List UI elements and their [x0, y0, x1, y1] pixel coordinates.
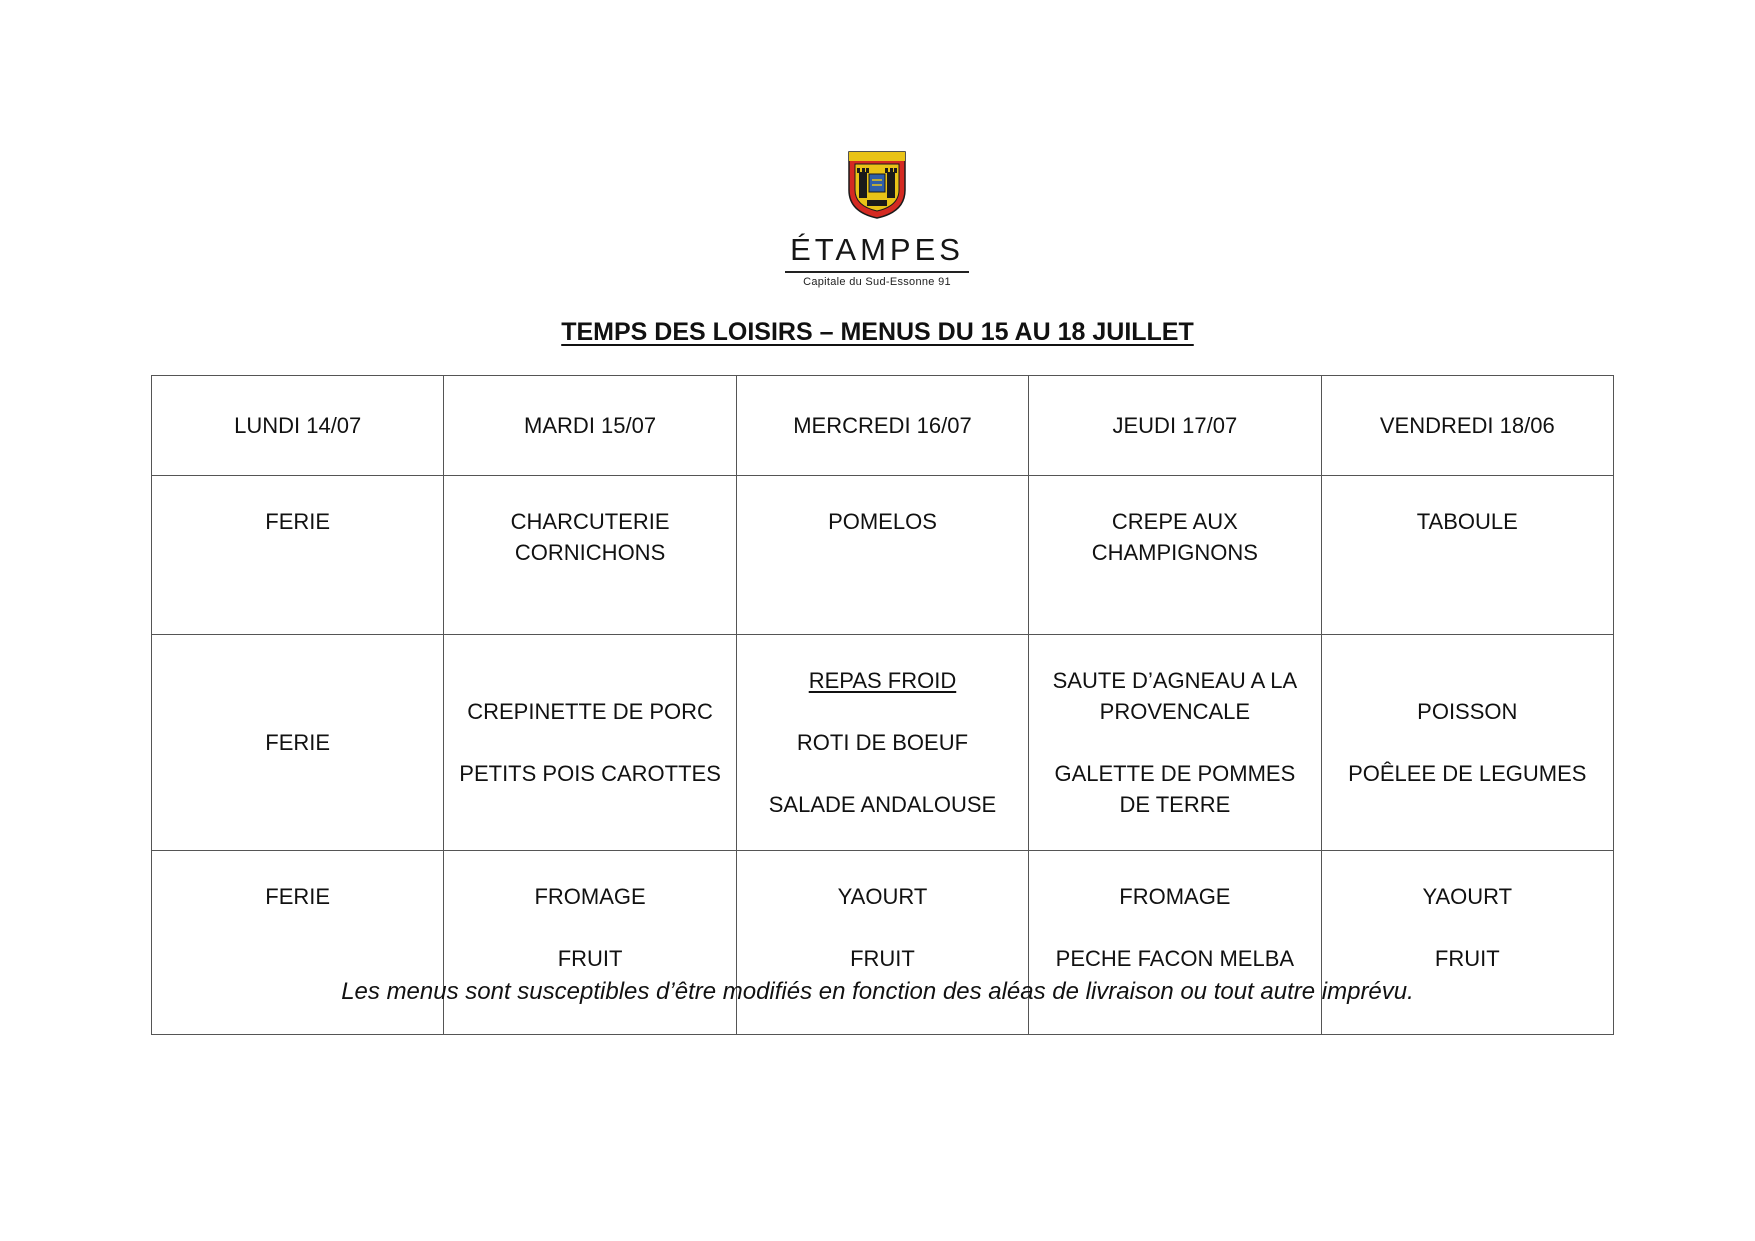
dish-line: DE TERRE — [1119, 792, 1231, 817]
document-title: TEMPS DES LOISIRS – MENUS DU 15 AU 18 JUILLET — [561, 318, 1194, 346]
dish-line: FRUIT — [557, 946, 623, 971]
dish-line: PROVENCALE — [1099, 699, 1251, 724]
day-header-cell: LUNDI 14/07 — [152, 376, 444, 476]
city-name-rule — [785, 271, 969, 273]
main-course-cell — [736, 635, 1028, 851]
dish-line: SALADE ANDALOUSE — [768, 792, 997, 817]
day-header-cell: MARDI 15/07 — [444, 376, 736, 476]
main-course-row — [152, 635, 1614, 851]
day-header-cell: JEUDI 17/07 — [1029, 376, 1321, 476]
cold-meal-heading: REPAS FROID — [808, 668, 957, 693]
dish-line: CREPE AUX — [1111, 509, 1238, 534]
dish-line: SAUTE D’AGNEAU A LA — [1052, 668, 1298, 693]
dish-line: ROTI DE BOEUF — [796, 730, 969, 755]
dish-line: POÊLEE DE LEGUMES — [1348, 761, 1587, 786]
dessert-cell — [152, 851, 444, 1035]
dessert-cell — [736, 851, 1028, 1035]
day-header-cell: VENDREDI 18/06 — [1321, 376, 1613, 476]
dish-line: YAOURT — [1422, 884, 1513, 909]
main-course-cell — [152, 635, 444, 851]
dish-line: FERIE — [265, 509, 331, 534]
coat-of-arms-icon — [847, 150, 907, 220]
dish-line: CHAMPIGNONS — [1091, 540, 1258, 565]
day-header-row — [152, 376, 1614, 476]
starter-cell — [444, 476, 736, 635]
dish-line: YAOURT — [837, 884, 928, 909]
dish-line: GALETTE DE POMMES — [1054, 761, 1296, 786]
city-tagline: Capitale du Sud-Essonne 91 — [803, 275, 951, 288]
dish-line: POMELOS — [828, 509, 937, 534]
dish-line: PETITS POIS CAROTTES — [459, 761, 721, 786]
starter-cell — [1029, 476, 1321, 635]
dessert-cell — [1029, 851, 1321, 1035]
menu-table — [151, 375, 1614, 1035]
dish-line: POISSON — [1417, 699, 1518, 724]
starter-cell — [152, 476, 444, 635]
dessert-row — [152, 851, 1614, 1035]
dish-line: FERIE — [265, 884, 331, 909]
dessert-cell — [444, 851, 736, 1035]
dish-line: FRUIT — [1434, 946, 1500, 971]
dessert-cell — [1321, 851, 1613, 1035]
city-logo — [777, 150, 977, 288]
main-course-cell — [1029, 635, 1321, 851]
dish-line: CORNICHONS — [514, 540, 666, 565]
city-name: ÉTAMPES — [790, 232, 964, 267]
dish-line: FROMAGE — [1119, 884, 1231, 909]
disclaimer-footnote: Les menus sont susceptibles d’être modifiés en fonction des aléas de livraison ou tout autre imprévu. — [341, 978, 1414, 1005]
dish-line: CREPINETTE DE PORC — [467, 699, 713, 724]
day-header-cell: MERCREDI 16/07 — [736, 376, 1028, 476]
dish-line: PECHE FACON MELBA — [1055, 946, 1295, 971]
starter-row — [152, 476, 1614, 635]
starter-cell — [1321, 476, 1613, 635]
dish-line: FRUIT — [850, 946, 915, 971]
main-course-cell — [1321, 635, 1613, 851]
starter-cell — [736, 476, 1028, 635]
main-course-cell — [444, 635, 736, 851]
dish-line: CHARCUTERIE — [510, 509, 670, 534]
dish-line: FROMAGE — [534, 884, 646, 909]
dish-line: TABOULE — [1416, 509, 1518, 534]
dish-line: FERIE — [265, 730, 331, 755]
